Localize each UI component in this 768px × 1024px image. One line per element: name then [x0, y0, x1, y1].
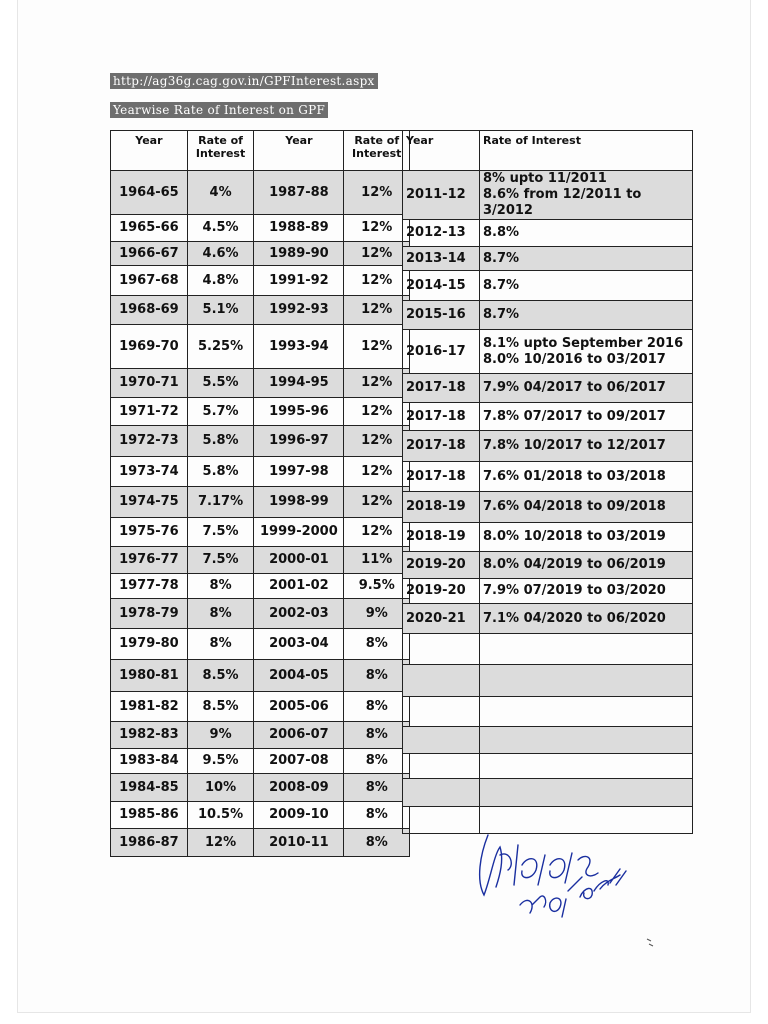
rate-line: 7.1% 04/2020 to 06/2020 [483, 610, 666, 626]
rate-cell: 12% [344, 171, 410, 215]
year-cell [403, 754, 480, 779]
rate-cell: 12% [344, 296, 410, 325]
year-cell: 1995-96 [254, 398, 344, 426]
rate-cell: 11% [344, 547, 410, 574]
year-cell [403, 634, 480, 665]
year-cell: 2015-16 [403, 301, 480, 330]
rate-cell: 12% [344, 457, 410, 487]
rate-cell: 12% [344, 398, 410, 426]
rate-line: 8.0% 10/2018 to 03/2019 [483, 529, 666, 544]
year-cell: 1979-80 [111, 629, 188, 660]
table-row [403, 697, 693, 727]
table-row [403, 634, 693, 665]
page-title: Yearwise Rate of Interest on GPF [110, 102, 328, 118]
rate-line: 7.6% 04/2018 to 09/2018 [483, 499, 666, 514]
rate-line: 7.9% 07/2019 to 03/2020 [483, 583, 666, 598]
rate-line-2: 8.0% 10/2016 to 03/2017 [483, 351, 666, 367]
rate-cell: 12% [187, 829, 254, 857]
year-cell [403, 727, 480, 754]
year-cell: 2012-13 [403, 220, 480, 247]
year-cell: 2010-11 [254, 829, 344, 857]
year-cell: 1989-90 [254, 242, 344, 266]
scan-speck [645, 935, 659, 949]
rate-cell: 4% [187, 171, 254, 215]
rate-cell [480, 665, 693, 697]
table-row [111, 215, 410, 242]
rate-cell: 12% [344, 518, 410, 547]
header-rate-3: Rate of Interest [480, 131, 693, 171]
rate-cell [480, 220, 693, 247]
year-cell: 1970-71 [111, 369, 188, 398]
year-cell: 2020-21 [403, 604, 480, 634]
rate-cell: 9.5% [187, 749, 254, 774]
year-cell: 1994-95 [254, 369, 344, 398]
rate-cell: 12% [344, 242, 410, 266]
rate-cell: 9% [344, 599, 410, 629]
table-row [111, 774, 410, 802]
source-url: http://ag36g.cag.gov.in/GPFInterest.aspx [110, 73, 378, 89]
rate-cell: 12% [344, 487, 410, 518]
year-cell: 2019-20 [403, 579, 480, 604]
header-year-2: Year [254, 131, 344, 171]
table-row [111, 660, 410, 692]
year-cell: 1975-76 [111, 518, 188, 547]
year-cell: 1981-82 [111, 692, 188, 722]
year-cell: 1974-75 [111, 487, 188, 518]
year-cell: 1969-70 [111, 325, 188, 369]
header-year-3: Year [403, 131, 480, 171]
year-cell: 1968-69 [111, 296, 188, 325]
table-row [403, 552, 693, 579]
table-row [111, 692, 410, 722]
rate-cell: 12% [344, 369, 410, 398]
year-cell: 2017-18 [403, 462, 480, 492]
table-row [111, 171, 410, 215]
year-cell: 2014-15 [403, 271, 480, 301]
rate-cell: 10% [187, 774, 254, 802]
table-row [111, 829, 410, 857]
header-rate: Rate of Interest [187, 131, 254, 171]
table-row [403, 301, 693, 330]
rate-cell [480, 779, 693, 807]
table-row [403, 604, 693, 634]
handwritten-signature [470, 825, 630, 935]
year-cell: 1991-92 [254, 266, 344, 296]
year-cell: 1987-88 [254, 171, 344, 215]
rate-cell: 12% [344, 215, 410, 242]
table-header-row [111, 131, 410, 171]
table-row [111, 296, 410, 325]
rate-cell [480, 727, 693, 754]
year-cell: 2013-14 [403, 247, 480, 271]
rate-cell [480, 754, 693, 779]
year-cell: 2017-18 [403, 374, 480, 403]
rate-cell: 8.5% [187, 692, 254, 722]
rate-cell [480, 492, 693, 523]
rate-cell: 8.5% [187, 660, 254, 692]
table-row [403, 523, 693, 552]
year-cell: 1988-89 [254, 215, 344, 242]
rate-cell: 12% [344, 266, 410, 296]
table-row [403, 579, 693, 604]
rate-cell: 7.5% [187, 518, 254, 547]
table-row [403, 492, 693, 523]
year-cell: 2003-04 [254, 629, 344, 660]
table-row [403, 171, 693, 220]
rate-cell [480, 171, 693, 220]
year-cell: 2005-06 [254, 692, 344, 722]
table-row [111, 398, 410, 426]
rate-line: 7.6% 01/2018 to 03/2018 [483, 468, 666, 484]
rate-cell: 7.5% [187, 547, 254, 574]
table-row [403, 220, 693, 247]
table-row [111, 547, 410, 574]
table-header-row [403, 131, 693, 171]
year-cell: 2004-05 [254, 660, 344, 692]
table-row [403, 779, 693, 807]
year-cell: 1996-97 [254, 426, 344, 457]
rate-line: 8.1% upto September 2016 [483, 335, 684, 351]
rate-cell [480, 247, 693, 271]
table-row [111, 487, 410, 518]
header-rate-2: Rate of Interest [344, 131, 410, 171]
year-cell: 2018-19 [403, 523, 480, 552]
table-row [111, 242, 410, 266]
table-row [111, 722, 410, 749]
year-cell: 1966-67 [111, 242, 188, 266]
year-cell [403, 665, 480, 697]
rate-line: 8% upto 11/2011 [483, 171, 607, 186]
rate-cell: 8% [344, 629, 410, 660]
table-row [111, 629, 410, 660]
year-cell: 1973-74 [111, 457, 188, 487]
table-row [403, 403, 693, 431]
rate-line: 8.7% [483, 307, 520, 322]
table-row [111, 599, 410, 629]
rate-cell: 5.1% [187, 296, 254, 325]
rate-cell: 8% [344, 692, 410, 722]
rate-cell: 7.17% [187, 487, 254, 518]
table-row [403, 754, 693, 779]
rate-line: 7.8% 10/2017 to 12/2017 [483, 438, 666, 453]
year-cell: 2017-18 [403, 431, 480, 462]
rate-cell [480, 462, 693, 492]
rate-cell [480, 697, 693, 727]
year-cell: 2016-17 [403, 330, 480, 374]
rate-cell: 8% [344, 774, 410, 802]
rate-line: 7.9% 04/2017 to 06/2017 [483, 380, 666, 395]
rate-line: 8.0% 04/2019 to 06/2019 [483, 557, 666, 572]
rate-cell [480, 374, 693, 403]
rate-cell: 8% [344, 749, 410, 774]
year-cell: 2000-01 [254, 547, 344, 574]
table-row [111, 518, 410, 547]
rate-cell: 5.25% [187, 325, 254, 369]
year-cell: 1983-84 [111, 749, 188, 774]
rate-cell [480, 604, 693, 634]
year-cell: 2018-19 [403, 492, 480, 523]
table-row [111, 325, 410, 369]
year-cell: 1980-81 [111, 660, 188, 692]
rate-line-2: 8.6% from 12/2011 to 3/2012 [483, 187, 642, 218]
rate-cell: 8% [187, 574, 254, 599]
table-row [111, 457, 410, 487]
rate-line: 8.7% [483, 250, 520, 266]
interest-table-right [402, 130, 693, 834]
year-cell: 1993-94 [254, 325, 344, 369]
rate-cell [480, 552, 693, 579]
rate-cell: 10.5% [187, 802, 254, 829]
rate-cell [480, 579, 693, 604]
rate-cell: 8% [344, 722, 410, 749]
table-row [403, 271, 693, 301]
interest-table-left [110, 130, 410, 857]
rate-line: 7.8% 07/2017 to 09/2017 [483, 408, 666, 424]
rate-cell [480, 301, 693, 330]
rate-cell: 8% [187, 629, 254, 660]
year-cell: 2017-18 [403, 403, 480, 431]
table-row [403, 727, 693, 754]
rate-line: 8.7% [483, 277, 520, 293]
table-row [111, 574, 410, 599]
rate-cell: 4.5% [187, 215, 254, 242]
rate-cell: 8% [187, 599, 254, 629]
year-cell: 2011-12 [403, 171, 480, 220]
rate-cell: 5.8% [187, 457, 254, 487]
year-cell: 1972-73 [111, 426, 188, 457]
rate-cell [480, 523, 693, 552]
year-cell: 1967-68 [111, 266, 188, 296]
rate-cell [480, 271, 693, 301]
table-row [111, 369, 410, 398]
year-cell: 1986-87 [111, 829, 188, 857]
rate-cell: 4.8% [187, 266, 254, 296]
year-cell: 1976-77 [111, 547, 188, 574]
table-row [403, 431, 693, 462]
year-cell: 1971-72 [111, 398, 188, 426]
rate-cell: 9% [187, 722, 254, 749]
year-cell: 1964-65 [111, 171, 188, 215]
table-row [403, 462, 693, 492]
year-cell: 1965-66 [111, 215, 188, 242]
rate-cell: 8% [344, 660, 410, 692]
rate-cell: 9.5% [344, 574, 410, 599]
year-cell: 2007-08 [254, 749, 344, 774]
rate-cell: 8% [344, 802, 410, 829]
table-row [403, 330, 693, 374]
header-year: Year [111, 131, 188, 171]
year-cell: 2008-09 [254, 774, 344, 802]
table-row [111, 749, 410, 774]
year-cell: 1982-83 [111, 722, 188, 749]
rate-cell [480, 634, 693, 665]
table-row [111, 802, 410, 829]
year-cell: 2002-03 [254, 599, 344, 629]
rate-cell: 8% [344, 829, 410, 857]
rate-cell: 12% [344, 426, 410, 457]
year-cell [403, 779, 480, 807]
year-cell: 1985-86 [111, 802, 188, 829]
year-cell: 1998-99 [254, 487, 344, 518]
rate-cell [480, 403, 693, 431]
rate-cell: 4.6% [187, 242, 254, 266]
table-row [403, 374, 693, 403]
rate-cell [480, 431, 693, 462]
year-cell: 1997-98 [254, 457, 344, 487]
table-row [403, 247, 693, 271]
year-cell: 1984-85 [111, 774, 188, 802]
table-row [403, 665, 693, 697]
rate-cell: 5.7% [187, 398, 254, 426]
year-cell: 1992-93 [254, 296, 344, 325]
rate-line: 8.8% [483, 225, 520, 240]
rate-cell: 5.5% [187, 369, 254, 398]
table-row [111, 426, 410, 457]
year-cell: 1978-79 [111, 599, 188, 629]
rate-cell: 12% [344, 325, 410, 369]
year-cell: 1999-2000 [254, 518, 344, 547]
year-cell [403, 807, 480, 834]
rate-cell [480, 330, 693, 374]
year-cell: 2006-07 [254, 722, 344, 749]
year-cell: 2009-10 [254, 802, 344, 829]
year-cell: 1977-78 [111, 574, 188, 599]
year-cell: 2001-02 [254, 574, 344, 599]
table-row [111, 266, 410, 296]
year-cell: 2019-20 [403, 552, 480, 579]
rate-cell: 5.8% [187, 426, 254, 457]
year-cell [403, 697, 480, 727]
